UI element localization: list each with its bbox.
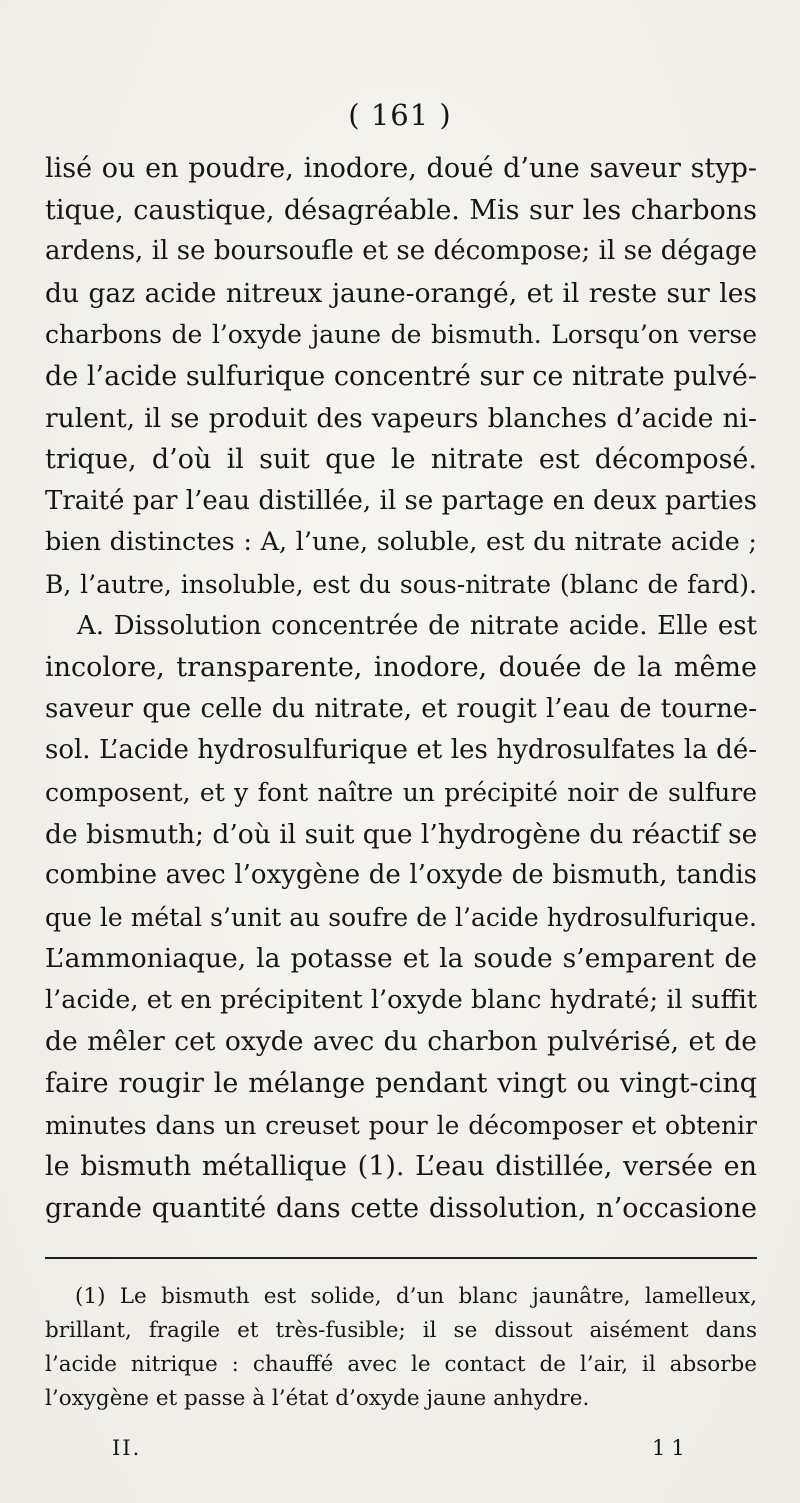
text-line: combine avec l’oxygène de l’oxyde de bismuth, tandis <box>45 860 757 891</box>
text-line: incolore, transparente, inodore, douée de la même <box>45 652 757 684</box>
text-line: tique, caustique, désagréable. Mis sur les charbons <box>45 194 757 226</box>
text-line: B, l’autre, insoluble, est du sous-nitrate (blanc de fard). <box>45 569 757 599</box>
signature-mark-right: 11 <box>652 1436 691 1460</box>
body-text <box>45 148 757 1229</box>
section-heading-line: A. Dissolution concentrée de nitrate acide. Elle est <box>77 610 757 641</box>
footnote-line: (1) Le bismuth est solide, d’un blanc jaunâtre, lamelleux, <box>75 1284 757 1309</box>
footnote-line: l’acide nitrique : chauffé avec le contact de l’air, il absorbe <box>45 1352 757 1377</box>
text-line: de mêler cet oxyde avec du charbon pulvérisé, et de <box>45 1026 757 1058</box>
text-line: bien distinctes : A, l’une, soluble, est du nitrate acide ; <box>45 527 757 558</box>
text-line: L’ammoniaque, la potasse et la soude s’emparent de <box>45 943 757 975</box>
text-line: lisé ou en poudre, inodore, doué d’une saveur styp- <box>45 153 757 184</box>
text-line: charbons de l’oxyde jaune de bismuth. Lorsqu’on verse <box>45 320 757 350</box>
text-line: trique, d’où il suit que le nitrate est décomposé. <box>45 444 757 476</box>
text-line: de l’acide sulfurique concentré sur ce nitrate pulvé- <box>45 360 757 392</box>
text-line: composent, et y font naître un précipité noir de sulfure <box>45 777 757 807</box>
text-line: ardens, il se boursoufle et se décompose; il se dégage <box>45 236 757 267</box>
text-line: saveur que celle du nitrate, et rougit l’eau de tourne- <box>45 693 757 724</box>
text-line: l’acide, et en précipitent l’oxyde blanc hydraté; il suffit <box>45 984 757 1015</box>
page-number: ( 161 ) <box>348 98 452 132</box>
footnote-line: l’oxygène et passe à l’état d’oxyde jaune anhydre. <box>45 1386 590 1411</box>
text-line: rulent, il se produit des vapeurs blanches d’acide ni- <box>45 402 757 434</box>
text-line: minutes dans un creuset pour le décomposer et obtenir <box>45 1110 757 1140</box>
text-line: du gaz acide nitreux jaune-orangé, et il reste sur les <box>45 277 757 309</box>
footnote-line: brillant, fragile et très-fusible; il se dissout aisément dans <box>45 1318 757 1343</box>
text-line: Traité par l’eau distillée, il se partage en deux parties <box>45 485 757 516</box>
text-line: sol. L’acide hydrosulfurique et les hydrosulfates la dé- <box>45 735 757 766</box>
signature-mark-left: II. <box>112 1436 142 1460</box>
text-line: grande quantité dans cette dissolution, n’occasione <box>45 1192 757 1224</box>
footnotes <box>45 1280 757 1416</box>
text-line: le bismuth métallique (1). L’eau distillée, versée en <box>45 1151 757 1183</box>
footnote-divider <box>45 1257 757 1259</box>
text-line: de bismuth; d’où il suit que l’hydrogène du réactif se <box>45 818 758 850</box>
text-line: faire rougir le mélange pendant vingt ou vingt-cinq <box>45 1068 757 1100</box>
text-line: que le métal s’unit au soufre de l’acide hydrosulfurique. <box>45 902 757 932</box>
